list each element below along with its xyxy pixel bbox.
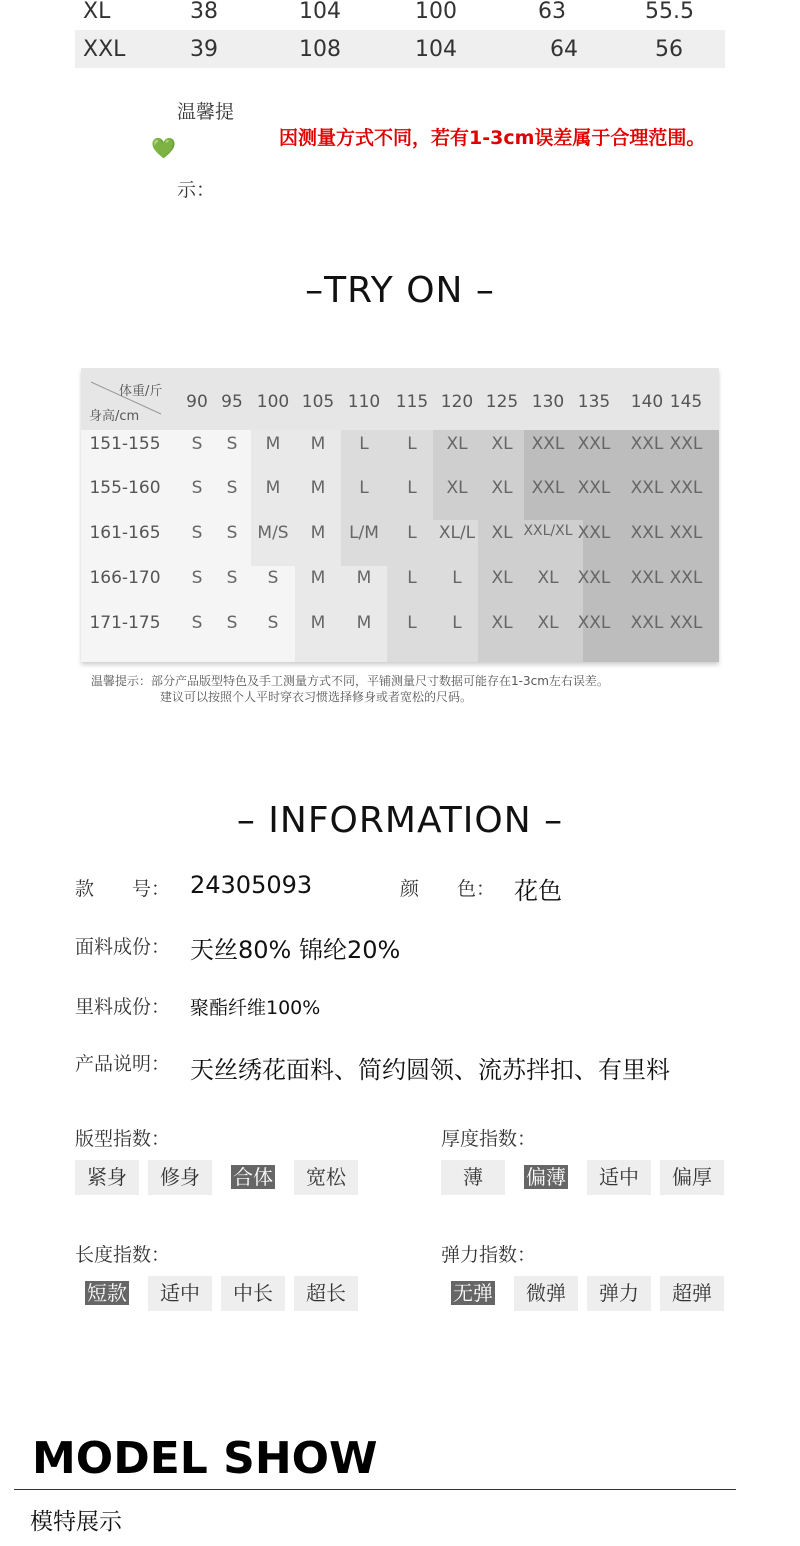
tryon-size-value: XL	[446, 434, 468, 454]
tryon-size-value: S	[226, 568, 238, 588]
height-label: 155-160	[89, 478, 161, 498]
index-option[interactable]	[514, 1276, 578, 1311]
index-option-label: 合体	[233, 1165, 273, 1189]
tryon-size-value: XXL	[630, 478, 664, 498]
tryon-size-value: S	[191, 613, 203, 633]
height-label: 161-165	[89, 523, 161, 543]
index-option-label: 微弹	[526, 1281, 566, 1305]
tryon-size-value: XL	[491, 523, 513, 543]
tryon-size-value: M	[310, 568, 326, 588]
tryon-note-2: 建议可以按照个人平时穿衣习惯选择修身或者宽松的尺码。	[160, 690, 473, 704]
tip-label-bottom: 示：	[177, 179, 216, 201]
tryon-size-value: S	[267, 568, 279, 588]
tryon-size-value: XXL	[630, 523, 664, 543]
information-title: – INFORMATION –	[236, 800, 564, 841]
tryon-size-value: XXL	[630, 613, 664, 633]
tryon-size-value: XL	[446, 478, 468, 498]
tryon-size-value: M	[265, 478, 281, 498]
tryon-size-value: XL	[491, 434, 513, 454]
model-show-title: MODEL SHOW	[32, 1433, 378, 1484]
tryon-size-value: XXL	[577, 434, 611, 454]
tryon-size-value: M	[310, 434, 326, 454]
index-option[interactable]	[294, 1160, 358, 1195]
height-label: 166-170	[89, 568, 161, 588]
index-option[interactable]	[221, 1160, 285, 1195]
tip-text: 因测量方式不同，若有1-3cm误差属于合理范围。	[279, 127, 706, 149]
style-number-label: 款 号：	[75, 878, 171, 900]
corner-weight-label: 体重/斤	[119, 384, 163, 399]
weight-header: 105	[301, 392, 335, 412]
index-option[interactable]	[75, 1160, 139, 1195]
tryon-size-value: XL	[537, 613, 559, 633]
weight-header: 110	[347, 392, 381, 412]
index-title: 长度指数：	[75, 1244, 171, 1266]
tryon-size-value: M	[356, 568, 372, 588]
tryon-size-value: S	[226, 523, 238, 543]
index-option[interactable]	[75, 1276, 139, 1311]
index-option[interactable]	[148, 1276, 212, 1311]
index-option-label: 修身	[160, 1165, 200, 1189]
size-cell: 55.5	[645, 0, 694, 24]
index-option-label: 适中	[599, 1165, 639, 1189]
index-title: 厚度指数：	[441, 1128, 537, 1150]
size-label: XL	[83, 0, 111, 24]
size-row-xl	[75, 0, 725, 30]
tryon-size-value: L	[452, 568, 462, 588]
size-label: XXL	[83, 36, 126, 62]
fabric-label: 面料成份：	[75, 936, 171, 958]
index-option[interactable]	[294, 1276, 358, 1311]
tryon-size-value: S	[191, 434, 203, 454]
tryon-size-value: XL	[491, 568, 513, 588]
weight-header: 100	[256, 392, 290, 412]
index-option[interactable]	[514, 1160, 578, 1195]
tryon-size-value: XXL	[577, 478, 611, 498]
tryon-size-value: L	[407, 568, 417, 588]
description-label: 产品说明：	[75, 1053, 171, 1075]
index-option[interactable]	[441, 1160, 505, 1195]
tryon-size-value: XXL	[669, 478, 703, 498]
tip-label-top: 温馨提	[177, 101, 235, 123]
tryon-size-value: M	[310, 478, 326, 498]
tryon-size-value: L	[452, 613, 462, 633]
index-option[interactable]	[660, 1160, 724, 1195]
index-option-label: 短款	[87, 1281, 127, 1305]
tryon-size-value: S	[226, 434, 238, 454]
tryon-size-value: XL/L	[438, 523, 476, 543]
tryon-size-value: S	[226, 478, 238, 498]
index-option[interactable]	[441, 1276, 505, 1311]
index-option[interactable]	[660, 1276, 724, 1311]
tryon-size-value: XXL	[577, 568, 611, 588]
tryon-size-value: L/M	[349, 523, 379, 543]
size-cell: 56	[655, 36, 683, 62]
tryon-size-value: XL	[537, 568, 559, 588]
index-option-label: 中长	[233, 1281, 273, 1305]
fabric-value: 天丝80% 锦纶20%	[190, 936, 401, 964]
index-option[interactable]	[587, 1276, 651, 1311]
index-option-label: 偏厚	[672, 1165, 712, 1189]
index-option-label: 适中	[160, 1281, 200, 1305]
color-value: 花色	[514, 877, 562, 905]
size-cell: 39	[190, 36, 218, 62]
size-cell: 104	[299, 0, 341, 24]
tryon-size-value: XXL	[531, 478, 565, 498]
color-label: 颜 色：	[400, 878, 496, 900]
weight-header: 130	[531, 392, 565, 412]
tryon-size-value: XXL	[669, 434, 703, 454]
index-title: 弹力指数：	[441, 1244, 537, 1266]
tryon-size-value: L	[407, 478, 417, 498]
description-value: 天丝绣花面料、简约圆领、流苏拌扣、有里料	[190, 1056, 670, 1084]
size-cell: 108	[299, 36, 341, 62]
index-option[interactable]	[587, 1160, 651, 1195]
tryon-size-value: M	[310, 523, 326, 543]
weight-header: 135	[577, 392, 611, 412]
index-option-label: 超弹	[672, 1281, 712, 1305]
tryon-size-value: XXL	[577, 613, 611, 633]
index-option-label: 宽松	[306, 1165, 346, 1189]
tryon-size-value: S	[191, 478, 203, 498]
index-option[interactable]	[148, 1160, 212, 1195]
tryon-size-value: M	[356, 613, 372, 633]
tryon-size-value: L	[407, 613, 417, 633]
index-option-label: 超长	[306, 1281, 346, 1305]
index-title: 版型指数：	[75, 1128, 171, 1150]
weight-header: 90	[186, 392, 208, 412]
weight-header: 120	[440, 392, 474, 412]
tryon-size-value: S	[226, 613, 238, 633]
model-show-subtitle: 模特展示	[30, 1509, 122, 1535]
tryon-size-value: XXL	[630, 568, 664, 588]
tryon-size-value: XL	[491, 478, 513, 498]
size-cell: 64	[550, 36, 578, 62]
lining-value: 聚酯纤维100%	[190, 997, 321, 1019]
size-cell: 63	[538, 0, 566, 24]
tryon-size-value: S	[267, 613, 279, 633]
weight-header: 95	[221, 392, 243, 412]
size-row-xxl	[75, 30, 725, 68]
tryon-size-value: XXL/XL	[523, 523, 573, 539]
model-divider	[14, 1489, 736, 1490]
weight-header: 115	[395, 392, 429, 412]
tryon-size-value: S	[191, 523, 203, 543]
tryon-size-value: M	[310, 613, 326, 633]
index-option-label: 弹力	[599, 1281, 639, 1305]
weight-header: 125	[485, 392, 519, 412]
tryon-size-value: S	[191, 568, 203, 588]
tryon-size-value: XXL	[630, 434, 664, 454]
size-cell: 104	[415, 36, 457, 62]
weight-header: 145	[669, 392, 703, 412]
tryon-chart	[81, 368, 719, 662]
tryon-size-value: L	[407, 434, 417, 454]
lining-label: 里料成份：	[75, 996, 171, 1018]
tryon-size-value: XXL	[577, 523, 611, 543]
weight-header: 140	[630, 392, 664, 412]
index-option-label: 紧身	[87, 1165, 127, 1189]
corner-height-label: 身高/cm	[89, 409, 140, 424]
tryon-size-value: XXL	[669, 568, 703, 588]
height-label: 171-175	[89, 613, 161, 633]
tryon-size-value: XXL	[669, 523, 703, 543]
index-option-label: 薄	[463, 1165, 483, 1189]
style-number-value: 24305093	[190, 871, 313, 899]
size-cell: 100	[415, 0, 457, 24]
heart-icon: 💚	[151, 136, 176, 160]
tryon-size-value: L	[359, 478, 369, 498]
tryon-size-value: L	[407, 523, 417, 543]
tryon-size-value: M	[265, 434, 281, 454]
index-option-label: 偏薄	[526, 1165, 566, 1189]
tryon-size-value: M/S	[257, 523, 289, 543]
tryon-size-value: L	[359, 434, 369, 454]
index-option-label: 无弹	[453, 1281, 493, 1305]
tryon-size-value: XL	[491, 613, 513, 633]
index-option[interactable]	[221, 1276, 285, 1311]
tryon-size-value: XXL	[531, 434, 565, 454]
tryon-size-value: XXL	[669, 613, 703, 633]
tryon-note-1: 温馨提示：部分产品版型特色及手工测量方式不同，平铺测量尺寸数据可能存在1-3cm左右误差。	[91, 674, 609, 688]
size-cell: 38	[190, 0, 218, 24]
tryon-title: –TRY ON –	[305, 270, 495, 311]
height-label: 151-155	[89, 434, 161, 454]
